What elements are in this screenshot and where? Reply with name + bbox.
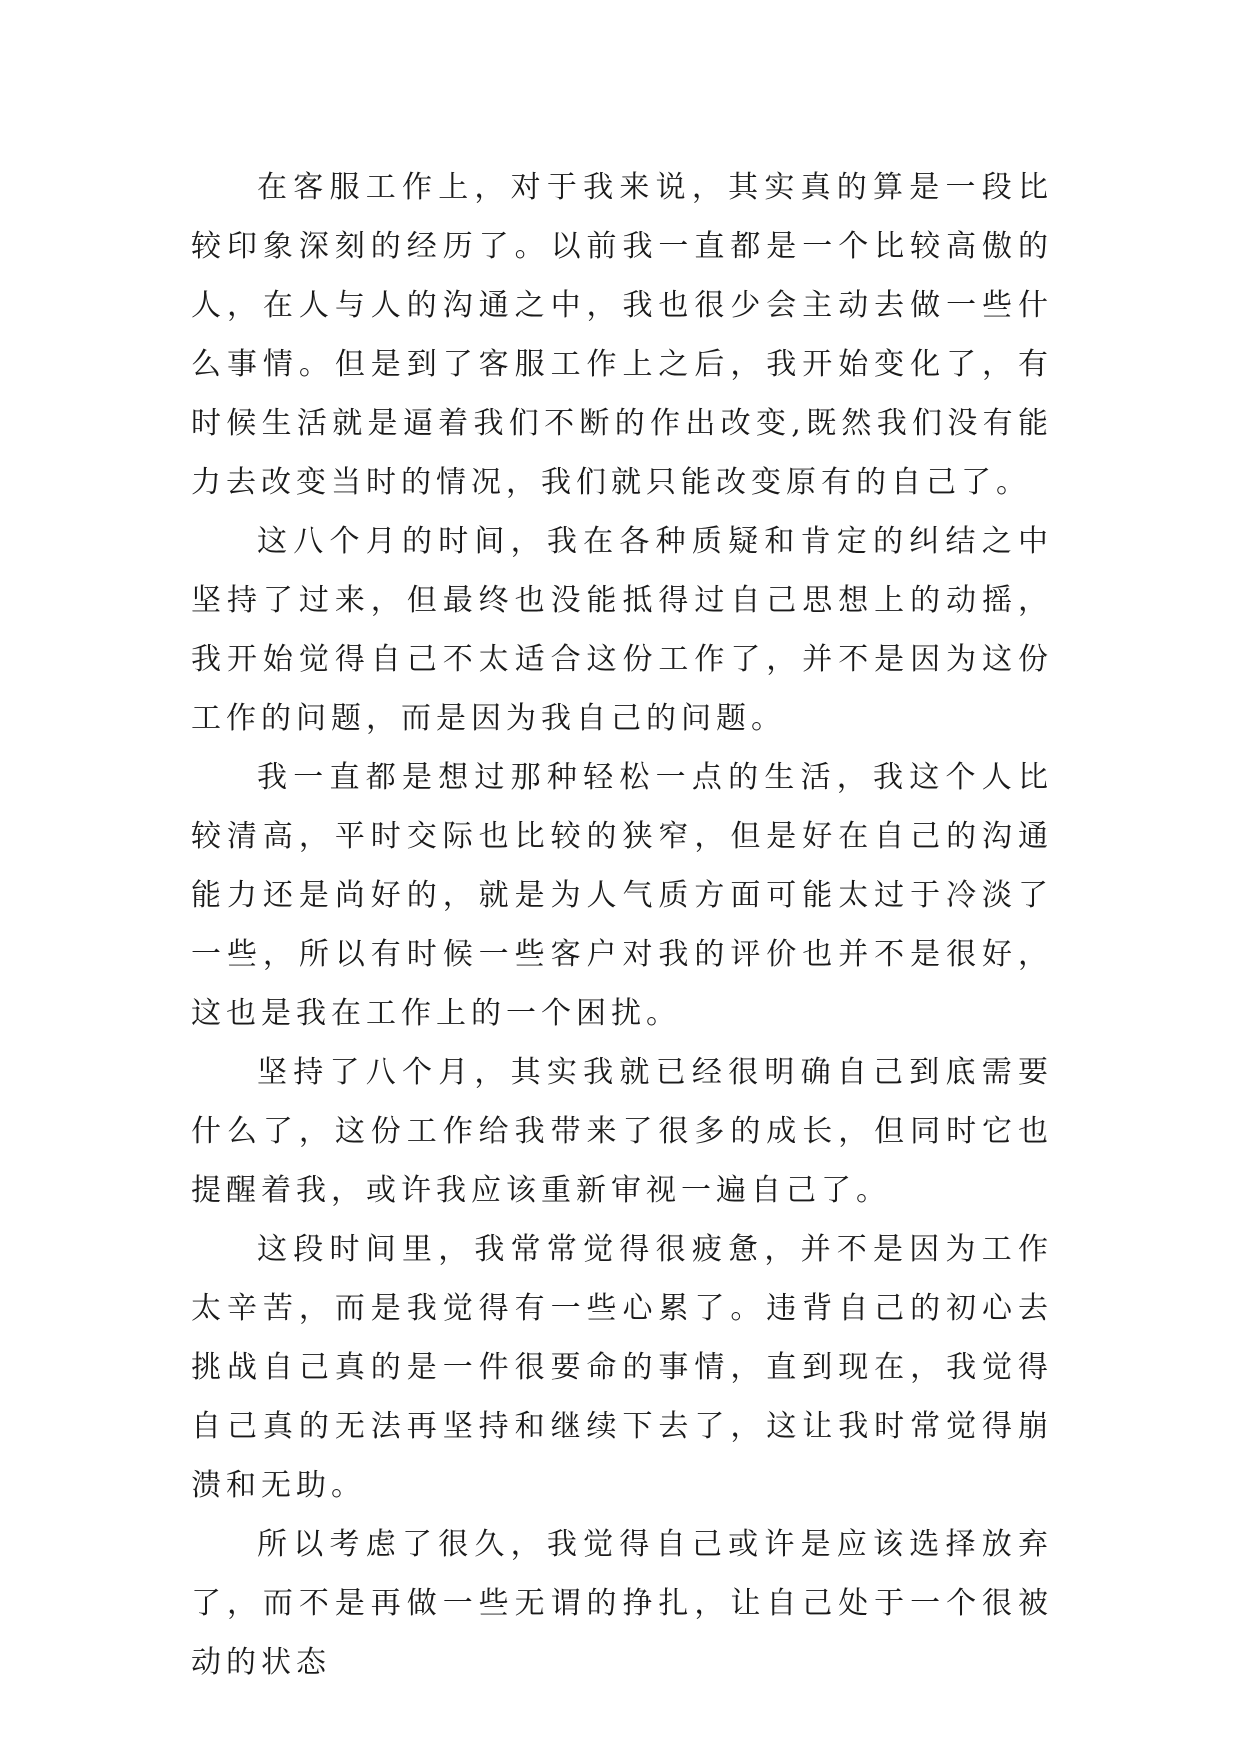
paragraph: 所以考虑了很久，我觉得自己或许是应该选择放弃了，而不是再做一些无谓的挣扎，让自己处于一个很被动的状态 [191,1527,1053,1680]
document-body [191,158,1053,1692]
paragraph: 坚持了八个月，其实我就已经很明确自己到底需要什么了，这份工作给我带来了很多的成长，但同时它也提醒着我，或许我应该重新审视一遍自己了。 [191,1055,1053,1208]
paragraph: 我一直都是想过那种轻松一点的生活，我这个人比较清高，平时交际也比较的狭窄，但是好在自己的沟通能力还是尚好的，就是为人气质方面可能太过于冷淡了一些，所以有时候一些客户对我的评价也并不是很好，这也是我在工作上的一个困扰。 [191,760,1053,1031]
paragraph: 这段时间里，我常常觉得很疲惫，并不是因为工作太辛苦，而是我觉得有一些心累了。违背自己的初心去挑战自己真的是一件很要命的事情，直到现在，我觉得自己真的无法再坚持和继续下去了，这让我时常觉得崩溃和无助。 [191,1232,1053,1503]
paragraph: 这八个月的时间，我在各种质疑和肯定的纠结之中坚持了过来，但最终也没能抵得过自己思想上的动摇，我开始觉得自己不太适合这份工作了，并不是因为这份工作的问题，而是因为我自己的问题。 [191,524,1053,736]
paragraph: 在客服工作上，对于我来说，其实真的算是一段比较印象深刻的经历了。以前我一直都是一个比较高傲的人，在人与人的沟通之中，我也很少会主动去做一些什么事情。但是到了客服工作上之后，我开始变化了，有时候生活就是逼着我们不断的作出改变,既然我们没有能力去改变当时的情况，我们就只能改变原有的自己了。 [191,170,1053,500]
